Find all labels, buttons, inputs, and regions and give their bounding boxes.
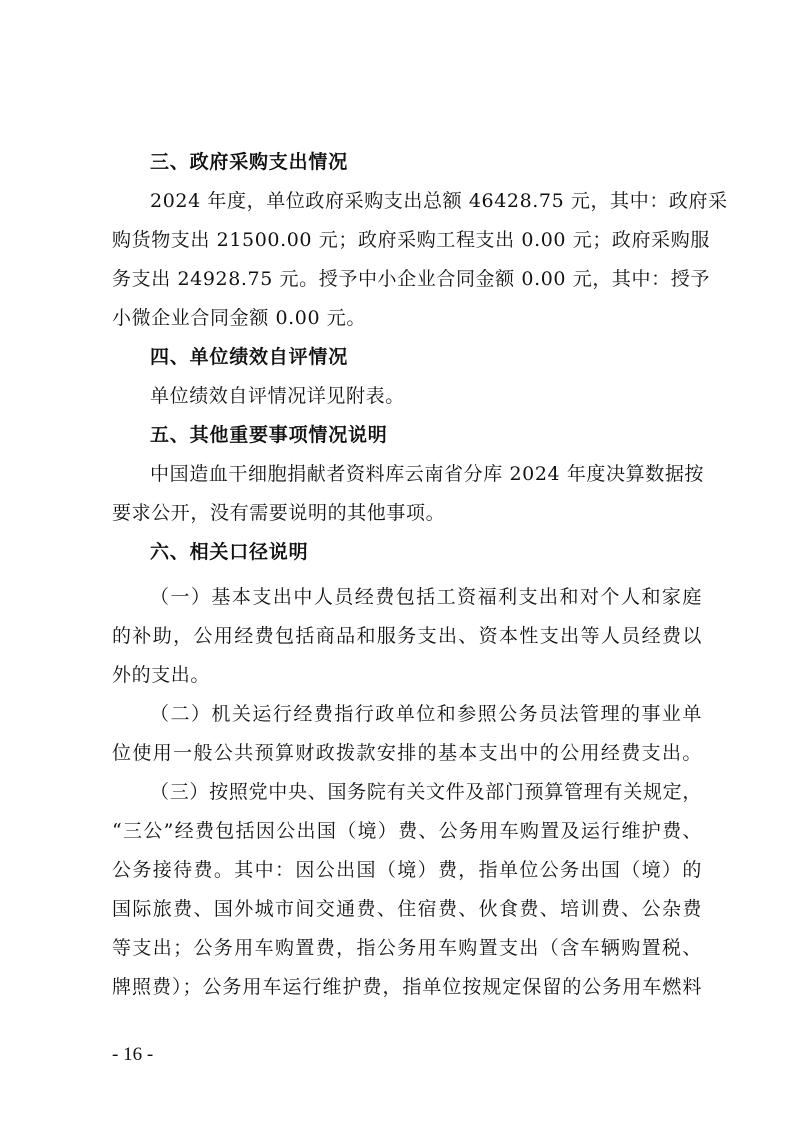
paragraph-line: 2024 年度，单位政府采购支出总额 46428.75 元，其中：政府采 <box>150 190 728 212</box>
section-heading-other-matters: 五、其他重要事项情况说明 <box>150 424 388 446</box>
section-heading-definitions: 六、相关口径说明 <box>150 541 309 563</box>
paragraph-line: 等支出；公务用车购置费，指公务用车购置支出（含车辆购置税、 <box>112 937 702 959</box>
paragraph-line: 国际旅费、国外城市间交通费、住宿费、伙食费、培训费、公杂费 <box>112 898 702 920</box>
paragraph-line: 的补助，公用经费包括商品和服务支出、资本性支出等人员经费以 <box>112 625 702 647</box>
section-heading-procurement: 三、政府采购支出情况 <box>150 151 349 173</box>
paragraph-line: “三公”经费包括因公出国（境）费、公务用车购置及运行维护费、 <box>112 820 702 842</box>
section-heading-performance: 四、单位绩效自评情况 <box>150 346 349 368</box>
page-number: - 16 - <box>112 1044 154 1065</box>
paragraph-line: 中国造血干细胞捐献者资料库云南省分库 2024 年度决算数据按 <box>150 463 705 485</box>
paragraph-line: 牌照费）；公务用车运行维护费，指单位按规定保留的公务用车燃料 <box>112 976 702 998</box>
paragraph-line: 务支出 24928.75 元。授予中小企业合同金额 0.00 元，其中：授予 <box>112 268 710 290</box>
paragraph-line: （一）基本支出中人员经费包括工资福利支出和对个人和家庭 <box>150 586 702 608</box>
paragraph-line: 外的支出。 <box>112 664 211 686</box>
paragraph-line: （二）机关运行经费指行政单位和参照公务员法管理的事业单 <box>150 703 702 725</box>
paragraph-line: （三）按照党中央、国务院有关文件及部门预算管理有关规定， <box>150 781 702 803</box>
paragraph-line: 位使用一般公共预算财政拨款安排的基本支出中的公用经费支出。 <box>112 742 702 764</box>
paragraph-line: 购货物支出 21500.00 元；政府采购工程支出 0.00 元；政府采购服 <box>112 229 710 251</box>
paragraph-line: 小微企业合同金额 0.00 元。 <box>112 307 366 329</box>
paragraph-line: 要求公开，没有需要说明的其他事项。 <box>112 502 446 524</box>
paragraph-line: 单位绩效自评情况详见附表。 <box>150 385 405 407</box>
paragraph-line: 公务接待费。其中：因公出国（境）费，指单位公务出国（境）的 <box>112 859 702 881</box>
